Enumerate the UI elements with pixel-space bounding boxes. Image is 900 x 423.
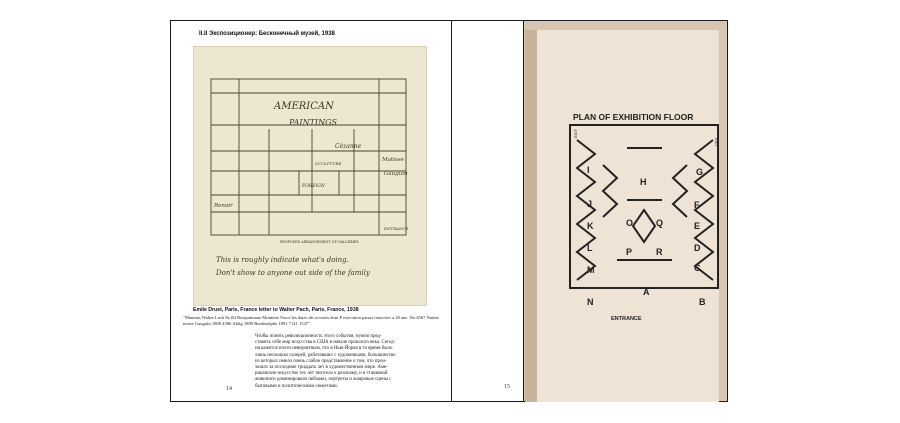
plan-letter-b: B <box>699 297 706 307</box>
sketch-label-paintings: PAINTINGS <box>289 118 337 127</box>
footnote: "Mamaus Walter Lack 8x lbl Rostpaimaue Montieat Vorce les dates dis ocuvies dont P execution paract removier a 20 ans. No 4567 Nature morte Gauguin 1888 4586 Aklig 1889 Bordmolphe 1891 7121 1547". <box>183 315 440 326</box>
plan-letter-j: J <box>587 199 593 209</box>
exhibition-floor-plan <box>537 30 719 402</box>
body-line: ня кажется почти невероятным, что в Нью-Йорке в то время было <box>255 346 393 352</box>
plan-letter-n: N <box>587 297 594 307</box>
sketch-label-cezanne: Cézanne <box>335 143 362 150</box>
body-line: живописи доминировали пейзажи, портреты и жанровые сцены с <box>255 377 392 383</box>
plan-letter-q: Q <box>656 218 664 228</box>
plan-letter-m: M <box>587 265 595 275</box>
body-line: зошло за последние тридцать лет в художественном мире. Аме- <box>255 365 388 371</box>
sketch-label-foreign: FOREIGN <box>302 184 325 189</box>
body-line: из которых имело очень слабое представление о том, что прои- <box>255 358 387 364</box>
plan-letter-i: I <box>587 165 590 175</box>
plan-letter-g: G <box>696 167 704 177</box>
plan-letter-c: C <box>694 263 701 273</box>
plan-exit-label-left: EXIT <box>573 129 578 138</box>
plan-letter-e: E <box>694 221 701 231</box>
section-header: II.II Экспозиционер: Бесконечный музей, 1938 <box>199 31 335 37</box>
plan-letter-p: P <box>626 247 633 257</box>
body-line: Чтобы понять революционность этого события, нужно пред- <box>255 334 382 339</box>
floor-sketch-drawing <box>194 47 426 305</box>
plan-letter-l: L <box>587 243 593 253</box>
sketch-label-gauguin: Gauguin <box>384 171 408 177</box>
sketch-label-sculpture: SCULPTURE <box>315 161 342 166</box>
handwriting-line-1: This is roughly indicate what's doing. <box>216 256 349 264</box>
plan-letter-r: R <box>656 247 663 257</box>
sketch-label-matisse: Matisse <box>382 157 404 163</box>
plan-letter-k: K <box>587 221 594 231</box>
sketch-label-proposed: PROPOSED ARRANGEMENT OF GALLERIES <box>280 240 359 244</box>
page-number-right: 15 <box>504 384 510 390</box>
left-page <box>170 20 452 402</box>
plan-letter-h: H <box>640 177 647 187</box>
body-line: риканское искусство тех лет тяготело к реализму, и в станковой <box>255 371 388 377</box>
body-line: лишь несколько галерей, работавших с художниками, большинство <box>255 352 396 358</box>
page-number-left: 14 <box>226 386 232 392</box>
letter-sketch-image <box>194 47 426 305</box>
plan-letter-a: A <box>643 287 650 297</box>
figure-caption: Emile Druet, Paris, France letter to Walter Pach, Paris, France, 1938 <box>193 307 359 313</box>
sketch-label-american: AMERICAN <box>274 101 334 112</box>
plan-entrance-label: ENTRANCE <box>611 316 642 322</box>
handwriting-line-2: Don't show to anyone out side of the family <box>216 269 370 277</box>
sketch-label-entrance: ENTRANCE <box>384 226 409 231</box>
sketch-label-renoir: Renoir <box>214 203 233 209</box>
middle-page-blank <box>452 20 524 402</box>
plan-letter-o: O <box>626 218 634 228</box>
plan-letter-d: D <box>694 243 701 253</box>
exhibition-booklet <box>537 30 719 402</box>
plan-exit-label-right: EXIT <box>714 138 719 147</box>
booklet-spine <box>525 30 537 402</box>
plan-letter-f: F <box>694 200 700 210</box>
plan-title: PLAN OF EXHIBITION FLOOR <box>573 112 694 122</box>
body-line: ставить себе мир искусства в США в начале прошлого века. Сегод- <box>255 340 396 346</box>
body-line: бытовыми и политическими сюжетами. <box>255 383 338 389</box>
